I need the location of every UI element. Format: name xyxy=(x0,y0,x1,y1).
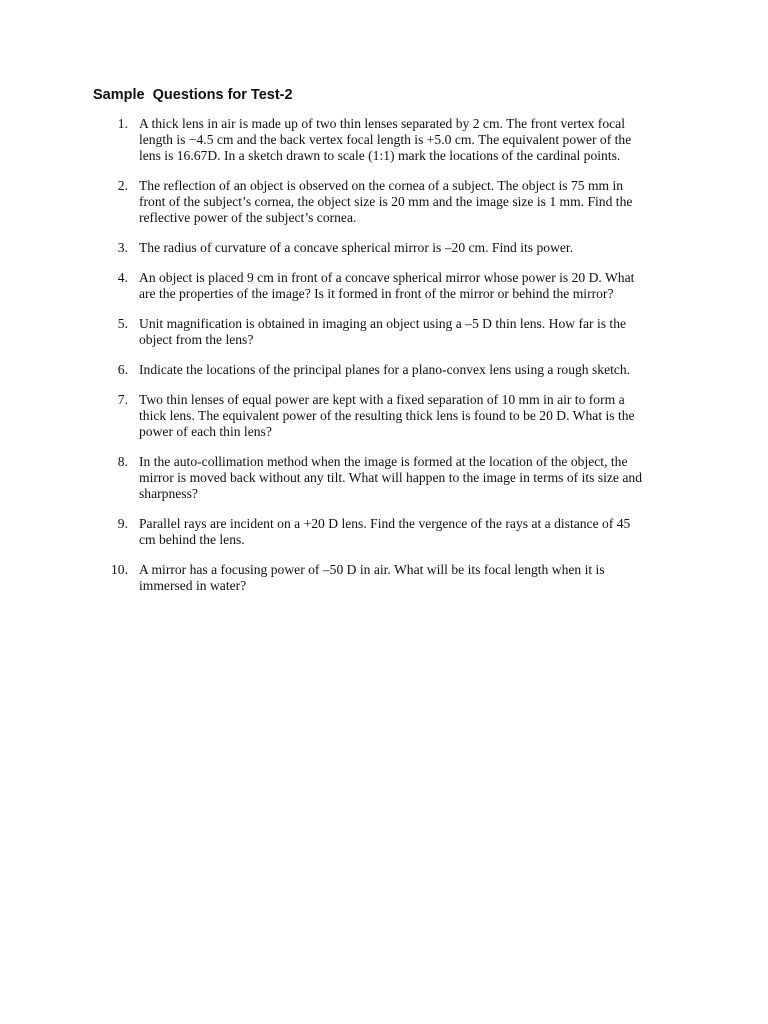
question-item-5 xyxy=(112,316,682,348)
question-text: Two thin lenses of equal power are kept with a fixed separation of 10 mm in air to form a thick lens. The equivalent power of the resulting thick lens is found to be 20 D. What is the power of each thin lens? xyxy=(139,392,635,439)
question-list xyxy=(112,116,682,608)
document-title: Sample Questions for Test-2 xyxy=(93,87,293,103)
question-item-1 xyxy=(112,116,682,164)
question-item-8 xyxy=(112,454,682,502)
question-item-9 xyxy=(112,516,682,548)
question-text: A mirror has a focusing power of –50 D in air. What will be its focal length when it is immersed in water? xyxy=(139,562,605,593)
question-number: 10. xyxy=(111,562,128,577)
question-number: 2. xyxy=(117,178,128,193)
question-number: 8. xyxy=(117,454,128,469)
question-item-7 xyxy=(112,392,682,440)
question-item-2 xyxy=(112,178,682,226)
question-text: Indicate the locations of the principal planes for a plano-convex lens using a rough sketch. xyxy=(139,362,631,377)
question-text: The reflection of an object is observed on the cornea of a subject. The object is 75 mm in front of the subject’s cornea, the object size is 20 mm and the image size is 1 mm. Find the reflective power of the subject’s cornea. xyxy=(139,178,633,225)
question-item-6 xyxy=(112,362,682,378)
question-text: The radius of curvature of a concave spherical mirror is –20 cm. Find its power. xyxy=(139,240,574,255)
question-item-4 xyxy=(112,270,682,302)
question-text: A thick lens in air is made up of two thin lenses separated by 2 cm. The front vertex focal length is −4.5 cm and the back vertex focal length is +5.0 cm. The equivalent power of the lens is 16.67D. In a sketch drawn to scale (1:1) mark the locations of the cardinal points. xyxy=(139,116,632,163)
question-text: Parallel rays are incident on a +20 D lens. Find the vergence of the rays at a distance of 45 cm behind the lens. xyxy=(139,516,631,547)
question-text: Unit magnification is obtained in imaging an object using a –5 D thin lens. How far is the object from the lens? xyxy=(139,316,627,347)
question-item-10 xyxy=(112,562,682,594)
question-number: 4. xyxy=(117,270,128,285)
question-number: 5. xyxy=(117,316,128,331)
question-number: 6. xyxy=(117,362,128,377)
question-text: In the auto-collimation method when the image is formed at the location of the object, the mirror is moved back without any tilt. What will happen to the image in terms of its size and sharpness? xyxy=(139,454,642,501)
question-number: 9. xyxy=(117,516,128,531)
question-number: 1. xyxy=(117,116,128,131)
question-text: An object is placed 9 cm in front of a concave spherical mirror whose power is 20 D. What are the properties of the image? Is it formed in front of the mirror or behind the mirror? xyxy=(139,270,635,301)
question-number: 3. xyxy=(117,240,128,255)
question-item-3 xyxy=(112,240,682,256)
question-number: 7. xyxy=(117,392,128,407)
